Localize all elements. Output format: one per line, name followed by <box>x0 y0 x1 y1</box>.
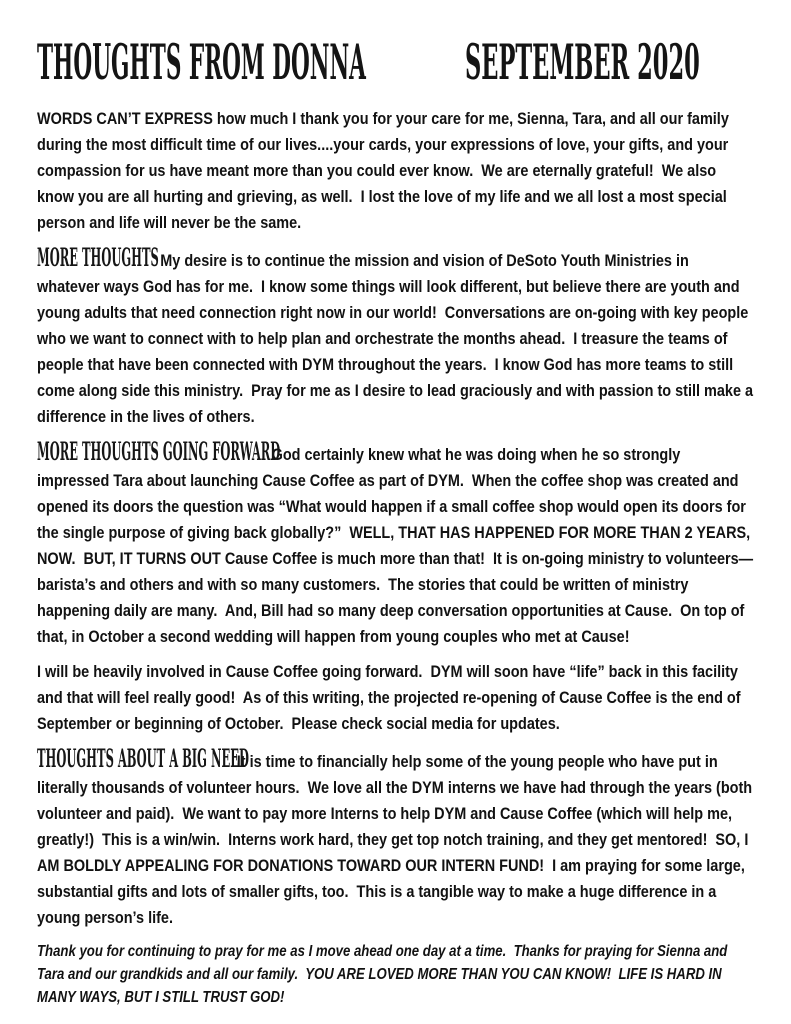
document-body <box>37 106 758 1018</box>
paragraph-thoughts-about-a-big-need <box>37 746 755 931</box>
paragraph-text: My desire is to continue the mission and vision of DeSoto Youth Ministries in whatever ways God has for me. I know some things will look different, but believe there are youth and young adults that need connection right now in our world! Conversations are on-going with key people who we want to connect with to help plan and orchestrate the months ahead. I treasure the teams of people that have been connected with DYM throughout the years. I know God has more teams to still come along side this ministry. Pray for me as I desire to lead graciously and with passion to still make a difference in the lives of others. <box>37 251 758 426</box>
page-title-text: THOUGHTS FROM DONNA <box>37 33 366 91</box>
page-date-text: SEPTEMBER 2020 <box>465 33 700 91</box>
paragraph-words-cant-express <box>37 106 755 236</box>
section-heading-text: THOUGHTS ABOUT A BIG NEED <box>37 744 249 773</box>
paragraph-text: God certainly knew what he was doing when he so strongly impressed Tara about launching Cause Coffee as part of DYM. When the coffee shop was created and opened its doors the question was “What would happen if a small coffee shop would open its doors for the single purpose of giving back globally?” WELL, THAT HAS HAPPENED FOR MORE THAN 2 YEARS, NOW. BUT, IT TURNS OUT Cause Coffee is much more than that! It is on-going ministry to volunteers—barista’s and others and with so many customers. The stories that could be written of ministry happening daily are many. And, Bill had so many deep conversation opportunities at Cause. On top of that, in October a second wedding will happen from young couples who met at Cause! <box>37 445 755 646</box>
section-heading-more-thoughts <box>37 243 159 272</box>
paragraph-more-thoughts <box>37 243 758 430</box>
section-heading-going-forward <box>37 437 281 466</box>
paragraph-text: I will be heavily involved in Cause Coffee going forward. DYM will soon have “life” back in this facility and that will feel really good! As of this writing, the projected re-opening of Cause Coffee is the end of September or beginning of October. Please check social media for updates. <box>37 662 745 733</box>
paragraph-cause-coffee-involvement <box>37 659 755 737</box>
paragraph-text: Thank you for continuing to pray for me as I move ahead one day at a time. Thanks for praying for Sienna and Tara and our grandkids and all our family. YOU ARE LOVED MORE THAN YOU CAN KNOW! LIFE IS HARD IN MANY WAYS, BUT I STILL TRUST GOD! <box>37 943 732 1006</box>
paragraph-text: It is time to financially help some of the young people who have put in literally thousands of volunteer hours. We love all the DYM interns we have had through the years (both volunteer and paid). We want to pay more Interns to help DYM and Cause Coffee (which will help me, greatly!) This is a win/win. Interns work hard, they get top notch training, and they get mentored! SO, I AM BOLDLY APPEALING FOR DONATIONS TOWARD OUR INTERN FUND! I am praying for some large, substantial gifts and lots of smaller gifts, too. This is a tangible way to make a huge difference in a young person’s life. <box>37 752 757 927</box>
section-heading-big-need <box>37 744 249 773</box>
section-heading-text: MORE THOUGHTS <box>37 243 159 272</box>
section-heading-text: MORE THOUGHTS GOING FORWARD <box>37 437 281 466</box>
paragraph-more-thoughts-going-forward <box>37 439 755 650</box>
page-header <box>37 33 755 96</box>
paragraph-closing-thanks <box>37 940 755 1009</box>
paragraph-text: WORDS CAN’T EXPRESS how much I thank you for your care for me, Sienna, Tara, and all our family during the most difficult time of our lives....your cards, your expressions of love, your gifts, and your compassion for us have meant more than you could ever know. We are eternally grateful! We also know you are all hurting and grieving, as well. I lost the love of my life and we all lost a most special person and life will never be the same. <box>37 109 733 232</box>
page-date <box>465 33 791 91</box>
